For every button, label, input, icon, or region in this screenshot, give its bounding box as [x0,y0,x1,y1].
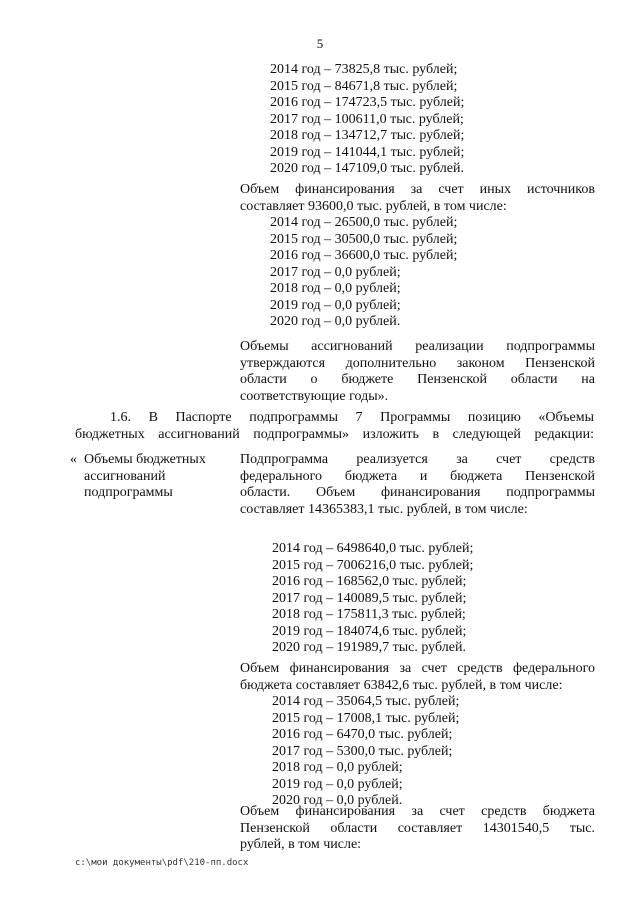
label-line: подпрограммы [84,485,173,500]
year-line: 2015 год – 7006216,0 тыс. рублей; [272,557,474,573]
year-line: 2015 год – 17008,1 тыс. рублей; [272,710,460,726]
year-line: 2018 год – 0,0 рублей; [270,281,401,296]
year-line: 2020 год – 147109,0 тыс. рублей. [270,161,464,176]
table-content-years [272,541,473,657]
opening-quote: « [70,452,77,467]
year-line: 2018 год – 0,0 рублей; [272,760,403,775]
year-line: 2019 год – 0,0 рублей; [270,297,401,313]
paragraph-line: бюджетных ассигнований подпрограммы» изложить в следующей редакции: [75,426,594,442]
top-years-list [270,62,464,178]
year-line: 2016 год – 36600,0 тыс. рублей; [270,248,458,263]
year-line: 2016 год – 174723,5 тыс. рублей; [270,95,465,110]
year-line: 2015 год – 30500,0 тыс. рублей; [270,231,458,247]
table-content-intro [240,452,595,518]
year-line: 2014 год – 35064,5 тыс. рублей; [272,694,460,709]
paragraph-line: федерального бюджета и бюджета Пензенской [240,468,595,484]
year-line: 2018 год – 134712,7 тыс. рублей; [270,128,465,143]
year-line: 2017 год – 140089,5 тыс. рублей; [272,590,467,606]
federal-paragraph [240,661,595,694]
paragraph-line: Объемы ассигнований реализации подпрограммы [240,339,595,354]
year-line: 2014 год – 73825,8 тыс. рублей; [270,62,458,77]
year-line: 2018 год – 175811,3 тыс. рублей; [272,607,466,622]
year-line: 2020 год – 191989,7 тыс. рублей. [272,640,466,655]
year-line: 2017 год – 5300,0 тыс. рублей; [272,743,453,759]
year-line: 2020 год – 0,0 рублей. [270,314,401,329]
federal-years [272,694,459,810]
paragraph-line: составляет 14365383,1 тыс. рублей, в том числе: [240,501,528,517]
paragraph-line: Подпрограмма реализуется за счет средств [240,452,595,467]
year-line: 2017 год – 100611,0 тыс. рублей; [270,111,464,127]
paragraph-line: бюджета составляет 63842,6 тыс. рублей, в том числе: [240,677,563,693]
paragraph-line: соответствующие годы». [240,388,389,404]
paragraph-line: Объем финансирования за счет иных источников [240,182,595,197]
year-line: 2016 год – 6470,0 тыс. рублей; [272,727,453,742]
other-sources-paragraph [240,182,595,215]
year-line: 2019 год – 0,0 рублей; [272,776,403,792]
year-line: 2019 год – 184074,6 тыс. рублей; [272,623,467,639]
year-line: 2014 год – 6498640,0 тыс. рублей; [272,541,474,556]
paragraph-line: Объем финансирования за счет средств бюджета [240,804,595,819]
paragraph-line: рублей, в том числе: [240,837,362,852]
paragraph-line: утверждаются дополнительно законом Пензенской [240,355,595,371]
section-1-6-paragraph [75,410,594,443]
year-line: 2020 год – 0,0 рублей. [272,793,403,808]
page-number: 5 [316,36,324,51]
regional-paragraph [240,804,595,854]
year-line: 2016 год – 168562,0 тыс. рублей; [272,574,467,589]
paragraph-line: Объем финансирования за счет средств федерального [240,661,595,676]
other-sources-years [270,215,457,331]
paragraph-line: составляет 93600,0 тыс. рублей, в том числе: [240,198,507,214]
approval-paragraph [240,339,595,405]
footer-file-path: c:\мои документы\pdf\210-пп.docx [75,858,249,868]
paragraph-line: области о бюджете Пензенской области на [240,372,595,387]
year-line: 2017 год – 0,0 рублей; [270,264,401,280]
year-line: 2014 год – 26500,0 тыс. рублей; [270,215,458,230]
paragraph-line: области. Объем финансирования подпрограммы [240,485,595,500]
year-line: 2019 год – 141044,1 тыс. рублей; [270,144,465,160]
label-line: ассигнований [84,468,166,484]
paragraph-line: Пензенской области составляет 14301540,5 тыс. [240,820,595,836]
paragraph-line: 1.6. В Паспорте подпрограммы 7 Программы позицию «Объемы [110,410,594,425]
label-line: Объемы бюджетных [84,452,206,467]
year-line: 2015 год – 84671,8 тыс. рублей; [270,78,458,94]
